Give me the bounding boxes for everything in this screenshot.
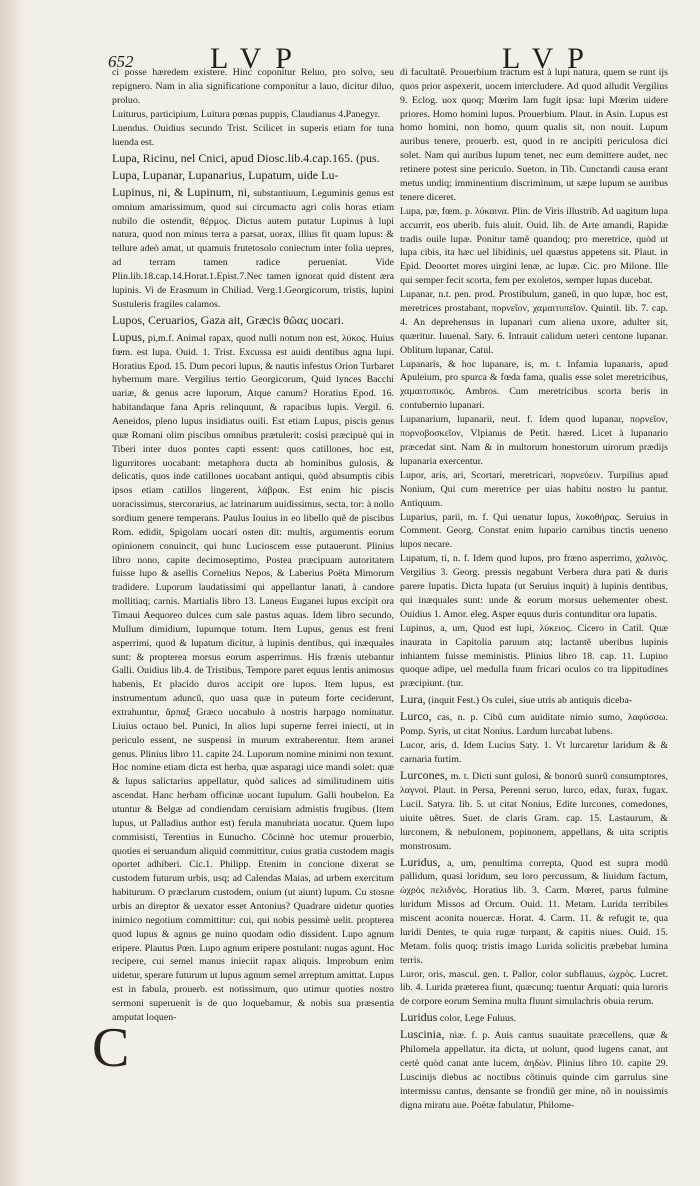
dictionary-entry [400, 1009, 668, 1026]
dictionary-entry [112, 167, 394, 184]
entry-text: color, Lege Fuluus. [439, 1013, 517, 1025]
dictionary-entry [400, 469, 668, 511]
dictionary-entry [400, 968, 668, 1010]
entry-headword: Lupa, Lupanar, Lupanarius, Lupatum, uide Lu- [112, 167, 339, 182]
dictionary-entry [400, 413, 668, 468]
dictionary-entry [112, 150, 394, 167]
entry-text: a, um, penultima correpta, Quod est supra modũ pallidum, quasi loridum, seu loro percussum, & liuidum factum, ὠχρὸς πελιδνὸς. Horatius lib. 3. Carm. Mœret, parus fulmine luridum Missos ad Orcum. Ouid. 11. Metam. Lurida terribiles miscent aconita nouercæ. Horat. 4. Carm. 11. & refugit te, qua luridi Dentes, te quia rugæ turpant, & capitis niues. Ouid. 15. Metam. folis quoq; tristis imago Lurida solicitis præbebat lumina terris. [400, 857, 668, 966]
entry-headword: Lupinus, ni, & Lupinum, ni, [112, 184, 251, 199]
entry-headword: Lupus, [112, 329, 145, 344]
dictionary-entry [400, 854, 668, 968]
entry-text: Lupa, pæ, fœm. p. λύκαινα. Plin. de Viris illustrib. Ad uagitum lupa accurrit, eos uberib. fuis aluit. Ouid. lib. de Arte amandi, Rapidæ tradis ouile lupæ. Ponitur tamẽ quandoq; pro meretrice, quòd ut lupa cibis, ita hæc uel libidinis, uel quæstus appetens sit. Plaut. in Epid. Deoortet mores uirgini lenæ, ac lupæ. Cic. pro Milone. Ille qui semper fecit scorta, fem per exoletos, semper lupas ducebat. [400, 205, 668, 287]
entry-headword: Luscinia, [400, 1027, 445, 1042]
dictionary-entry [112, 66, 394, 108]
dictionary-entry [112, 329, 394, 1025]
dictionary-entry [400, 739, 668, 767]
page-edge-shadow [0, 0, 24, 1186]
dictionary-entry [400, 511, 668, 553]
running-head-left: LVP [210, 42, 306, 75]
entry-text: Lupinus, a, um, Quod est lupi, λύκειος. Cicero in Catil. Quæ inaurata in Capitolia paruum atq; lactantẽ uberibus lupinis inhiantem fuisse meministis. Plinius libro 18. cap. 11. Lupino quoque adipe, uel medulla fuum fricari oculos co tra lippitudines præcipiunt. (tur. [400, 622, 668, 690]
entry-text: Luror, oris, mascul. gen. t. Pallor, color subflauus, ὠχρὸς. Lucret. lib. 4. Lurida præterea fiunt, quæcunq; tuentur Arquati: quia luroris de corpore eorum Semina multa fluunt simulachris obuia rerum. [400, 968, 668, 1008]
dictionary-entry [400, 1026, 668, 1112]
dictionary-entry [112, 108, 394, 122]
dictionary-entry [400, 205, 668, 288]
entry-text: Luparius, parii, m. f. Qui uenatur lupus, λυκοθήρας. Seruius in Comment. Georg. Constat enim lupario carnibus tinctis ueneno lupos necare. [400, 511, 668, 551]
dictionary-entry [112, 122, 394, 150]
entry-text: Lupanaris, & hoc lupanare, is, m. t. Infamia lupanaris, apud Apuleium, pro spurca & fœda fama, qualis esse solet meretricibus, χαμαιτυπικός. Ambros. Cum meretricibus scorta beris in contubernio lupanari. [400, 358, 668, 412]
entry-text: Lupanar, n.t. pen. prod. Prostibulum, ganeũ, in quo lupæ, hoc est, meretrices prostabant, πορνεῖον, χαμαιτυπεῖον. Quintil. lib. 7. cap. 4. An deprehensus in lupanari cum aliena uxore, adulter sit, quæritur. Iuuenal. Saty. 6. Intrauit calidum ueteri centone lupanar. Oblitum lupanar, Catul. [400, 289, 668, 356]
entry-text: Lupor, aris, ari, Scortari, meretricari, πορνεύειν. Turpilius apud Nonium, Qui cum meretrice per uias habitu nostro lu pantur. Antiquum. [400, 469, 668, 509]
entry-headword: Luridus, [400, 854, 441, 869]
entry-text: di facultatẽ. Prouerbium tractum est à lupi natura, quem se runt ijs quos prior aspexerit, uocem intercludere. Ad quod alludit Vergilius 9. Eclog. uox quoq; Mœrim Iam fugit ipsa: lupi Mœrim uidere priores. Homo homini lupus. Prouerbium. Plaut. in Asin. Lupus est homo homini, non homo, quum qualis sit, non nouit. Lupum auribus tenere, prouerb. est, quod in re ancipiti periculosa dici solet. Nam qui auribus lupum tenet, nec eum demittere audet, nec retinere potest sine periculo. Sueton. in Tib. Cunctandi causa erant metus undiq; imminentium discriminum, ut sæpe lupum se auribus tenere diceret. [400, 67, 668, 203]
entry-text: Lupanarium, lupanarii, neut. f. Idem quod lupanar, πορνεῖον, πορνοβοσκεῖον, Vlpianus de Petit. hæred. Licet à lupanario præcedat sint. Nam & in multorum honestorum uirorum prædijs lupanaria exercentur. [400, 414, 668, 467]
page-number: 652 [108, 52, 134, 71]
left-column [112, 66, 394, 1162]
dictionary-entry [400, 288, 668, 357]
dictionary-entry [400, 358, 668, 413]
dictionary-entry [400, 708, 668, 739]
dictionary-entry [400, 66, 668, 205]
entry-text: niæ. f. p. Auis cantus suauitate præcellens, quæ & Philomela appellatur. ita dicta, ut uolunt, quod lugens canat, aut certè quòd canat ante lucem, ἀηδών. Plinius libro 10. capite 29. Luscinijs diebus ac noctibus cõtinuis quinde cim garrulus sine intermissu cantus, densante se frondiũ ger mine, nõ in nouissimis digna miratu aue. Poëtæ fabulatur, Philome- [400, 1030, 668, 1111]
dictionary-entry [112, 312, 394, 329]
entry-headword: Lupa, Ricinu, nel Cnici, apud Diosc.lib.4.cap.165. (pus. [112, 150, 380, 165]
entry-text: pi,m.f. Animal rapax, quod nulli notum non est, λύκος. Huius fœm. est lupa. Ouid. 1. Trist. Excussa est auidi dentibus agna lupi. Horatius Epod. 15. Dum pecori lupus, & nautis infestus Orion Turbaret hybernum mare. Vergilius tertio Georgicorum, Quid lynces Bacchi uariæ, & genus acre luporum, Atque canum? Horatius Epod. 16. habitandaque fana Apris relinquunt, & rapacibus lupis. Vergil. 6. Aeneidos, pleno lupus insidiatus ouili. Est etiam Lupus, piscis genus quæ Romani olim piscibus omnibus prætulerit: cosisi præcipuè qui in Tiberi inter duos pontes capti essent: quos catillones, hoc est, ligurritores uocabant: metaphora ducta ab hominibus gulosis, & delicatis, quos inde catillones uocabant antiqui, quòd absumptis cibis ipsos etiam catillos lingerent, λάβρακ. Est enim hic piscis uoracissimus, stercorarius, ac latrinarum auidissimus, secta, tor: à nollo sordium genere temperans. Paulus Iouius in eo libello quẽ de piscibus Rom. edidit, Spigolam uocari osten dit: multis, argumentis eorum opinionem conuincit, qui hunc Lucioscem esse putauerunt. Plinius libro nono, capite decimoseptimo, Postea præcipuam autoritatem fuisse lupo & asellis Cornelius Nepos, & Laberius Poëta Mimorum tradidere. Luporum laudatissimi qui appellantur lanati, à candore mollitiaq; carnis. Martialis libro 13. Laneus Euganei lupus excipit ora Timaui Aequoreo dulces cum sale pastus aquas. Idem libro secundo, Mullum dimidium, lupumque totum. Item Lupus, genus est freni asperrimi, quod & lupatum dicitur, à lupinis dentibus, qui inæquales sunt: & propterea morsus eorum asperrimus. His frænis utebantur Galli. Ouidius lib.4. de Tristibus, Tempore paret equus lentis animosus habenis, Et placido duros accipit ore lupos. Item lupus, est instrumentum aduncũ, quo uasa quæ in puteum forte ceciderunt, extrahuntur, ἅρπαξ Græco uocabulo à nostris harpago nominatur. Liuius octauo bel. Punici, In alios lupi superne ferrei iniecti, ut in periculo essent, ne suspensi in murum extraherentur. Item aranei genus. Plinius libro 11. capite 24. Luporum nomine minimi non texunt. Hoc nomine etiam dicta est herba, quæ asparagi uice mandi solet: quæ & lupus salictarius appellatur, quòd salices ad similitudinem uitis ascendat. Hanc herbam officinæ uocant lupulum. Galli houbelon. Ea utuntur & Belgæ ad condiendam ceruisiam admistis frugibus. (Item lupus, ut Palladius author est) ferula manubriata uocatur. Quem lupo commisisti, Terentius in Eunucho. Cõcinnè hoc utemur prouerbio, quoties ei seruandum aliquid committitur, cuius gratia custodem magis oportet adhiberi. Cic.1. Philipp. Etenim in concione dixerat se custodem futurum urbis, usq; ad Calendas Maias, ad urbem exercitum habiturum. O præclarum custodem, ouium (ut aiunt) lupum. Cu stosne urbis an direptor & uexator esset Antonius? Quadrare uidetur quoties inimico negotium committitur: cui, qui nobis pessimè uelit. propterea quod lupus & agnus ge nuino quodam odio dissident. Lupo agnum eripere. Plautus Pœn. Lupo agnum eripere postulant: nugas agunt. Hoc recipere, cui semel manus inieciit rapax aliquis. Improbum enim uidetur, sperare futurum ut lupus agnum semel arreptum amittat. Lupus est in fabula, prouerb. est notissimum, quo utimur quoties nostro sermoni superuenit is de quo loquebamur, & nobis sua præsentia amputat loquen- [112, 332, 394, 1023]
entry-text: Lucor, aris, d. Idem Lucius Saty. 1. Vt lurcaretur laridum & & carnaria furtim. [400, 740, 668, 766]
entry-headword: Lura, [400, 692, 426, 707]
entry-headword: Lurcones, [400, 768, 448, 783]
entry-text: substantiuum, Leguminis genus est omnium amarissimum, quod sui circumactu agri colis horas etiam nubilo die ostendit, θέρμος. Dictus autem putatur Lupinus à lupi natura, quod non minus terra a parsat, uorax, illius fit quam lupus: & tellure adeò amat, ut quamuis frutetosolo coniectum inter folia uepres, ad terram tamen radice perueniat. Vide Plin.lib.18.cap.14.Horat.1.Epist.7.Nec tamen ignorat quid distent æra lupinis. Vi de Erasmum in Chiliad. Verg.1.Georgicorum, tristis, lupini Sustuleris fragiles calamos. [112, 187, 394, 310]
dictionary-entry [400, 767, 668, 853]
dictionary-entry [400, 622, 668, 691]
entry-text: Luendus. Ouidius secundo Trist. Scilicet in superis etiam for tuna luenda est. [112, 122, 394, 148]
entry-text: (inquit Fest.) Os culei, siue utris ab antiquis diceba- [428, 695, 633, 707]
dictionary-entry [400, 691, 668, 708]
entry-text: Luiturus, participium, Luitura pœnas puppis, Claudianus 4.Panegyr. [112, 108, 380, 120]
entry-text: Lupatum, ti, n. f. Idem quod lupos, pro fræno asperrimo, χαλινὸς. Vergilius 3. Georg. pressis negabunt Verbera dura pati & duris parere lupatis. Dicta lupata (ut Seruius inquit) à lupinis dentibus, qui inæquales sunt: unde & eorum morsus uehementer obest. Ouidius 1. Amor. eleg. Asper equus duris contunditur ora lupatis. [400, 553, 668, 620]
running-head-right: LVP [502, 42, 598, 75]
dictionary-entry [112, 184, 394, 312]
entry-headword: Luridus [400, 1010, 438, 1025]
entry-text: cas, n. p. Cibũ cum auiditate nimio sumo, λαφύσσω. Pomp. Syris, ut citat Nonius. Lardum lurcabat lubens. [400, 712, 668, 738]
entry-headword: Lurco, [400, 709, 432, 724]
entry-headword: Lupos, Ceruarios, Gaza ait, Græcis θῶας uocari. [112, 312, 344, 327]
right-column [400, 66, 668, 1162]
entry-text: m. t. Dicti sunt gulosi, & bonorũ suorũ consumptores, λαγνοί. Plaut. in Persa, Perenni seruo, lurco, edax, furax, fugax. Lucil. Satyra. lib. 5. ut citat Nonius, Edite lurcones, comedones, uiuite uẽtres. Suet. de claris Gram. cap. 15. Lastaurum, & lurconem, & nebulonem, popinonem, appellans, & uita scriptis monstrosum. [400, 771, 668, 852]
entry-text: ci posse hæredem existere. Hinc coponitur Reluo, pro solvo, seu repignero. Nam in alia significatione componitur a lauo, dicitur diluo, proluo. [112, 67, 394, 106]
dictionary-entry [400, 552, 668, 621]
margin-signature-mark: C [92, 1017, 130, 1079]
